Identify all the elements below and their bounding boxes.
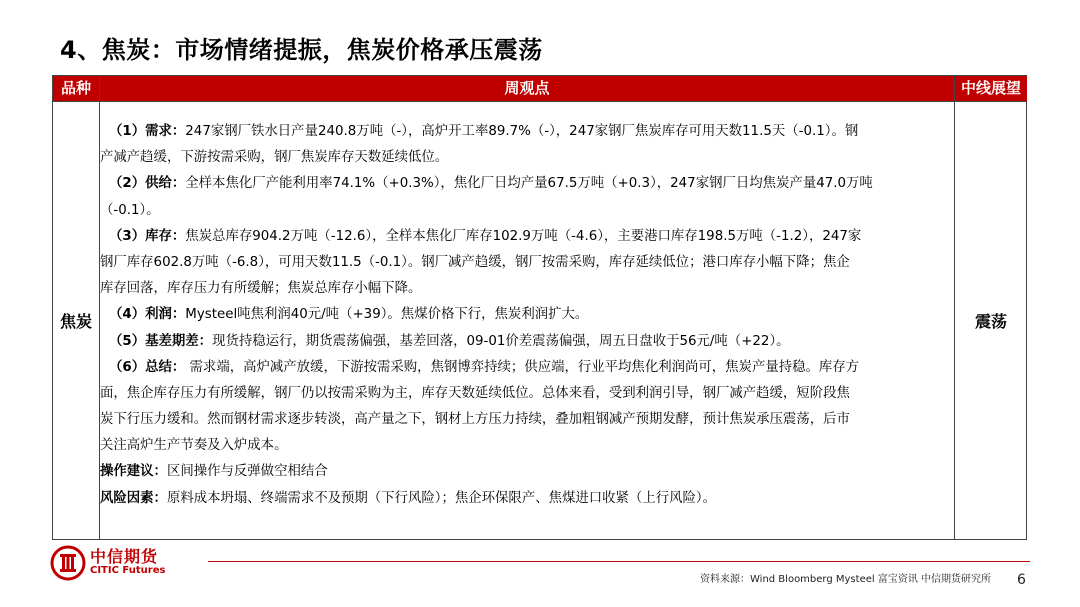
- line-text: （-0.1）。: [100, 202, 160, 218]
- text-line: [100, 224, 954, 250]
- line-label: 风险因素：: [100, 490, 167, 506]
- text-line: [100, 276, 954, 302]
- header-weekly-view: 周观点: [100, 76, 954, 101]
- header-variety: 品种: [53, 76, 99, 101]
- line-text: 炭下行压力缓和。然而钢材需求逐步转淡，高产量之下，钢材上方压力持续，叠加粗钢减产预期发酵，预计焦炭承压震荡，后市: [100, 412, 850, 428]
- text-line: [100, 302, 954, 328]
- footer-divider: [208, 561, 1030, 562]
- text-line: [100, 250, 954, 276]
- page-title: 4、焦炭：市场情绪提振，焦炭价格承压震荡: [60, 36, 543, 64]
- line-text: 区间操作与反弹做空相结合: [166, 464, 328, 480]
- source-note: 资料来源：Wind Bloomberg Mysteel 富宝资讯 中信期货研究所: [700, 574, 992, 585]
- line-text: 原料成本坍塌、终端需求不及预期（下行风险）；焦企环保限产、焦煤进口收紧（上行风险）。: [166, 490, 716, 506]
- line-label: （5）基差期差：: [109, 333, 213, 349]
- text-line: [100, 407, 954, 433]
- line-text: 需求端，高炉减产放缓，下游按需采购，焦钢博弈持续；供应端，行业平均焦化利润尚可，焦炭产量持稳。库存方: [185, 359, 860, 375]
- line-text: 库存回落，库存压力有所缓解；焦炭总库存小幅下降。: [100, 281, 422, 297]
- line-text: 面，焦企库存压力有所缓解，钢厂仍以按需采购为主，库存天数延续低位。总体来看，受到利润引导，钢厂减产趋缓，短阶段焦: [100, 385, 850, 401]
- line-text: 焦炭总库存904.2万吨（-12.6），全样本焦化厂库存102.9万吨（-4.6），主要港口库存198.5万吨（-1.2），247家: [185, 228, 862, 244]
- header-outlook: 中线展望: [955, 76, 1027, 101]
- text-line: [100, 355, 954, 381]
- logo-text-en: CITIC Futures: [90, 565, 166, 576]
- line-label: 操作建议：: [100, 464, 167, 480]
- weekly-view-table: [52, 75, 1027, 540]
- line-label: （4）利润：: [109, 307, 186, 323]
- page-number: 6: [1017, 572, 1026, 588]
- variety-cell: 焦炭: [59, 312, 92, 331]
- line-text: 关注高炉生产节奏及入炉成本。: [100, 438, 288, 454]
- text-line: [100, 486, 954, 512]
- line-text: 全样本焦化厂产能利用率74.1%（+0.3%），焦化厂日均产量67.5万吨（+0.3），247家钢厂日均焦炭产量47.0万吨: [185, 176, 873, 192]
- text-line: [100, 171, 954, 197]
- outlook-cell: 震荡: [974, 312, 1007, 331]
- line-text: 现货持稳运行，期货震荡偏强，基差回落，09-01价差震荡偏强，周五日盘收于56元/吨（+22）。: [212, 333, 790, 349]
- line-text: 247家钢厂铁水日产量240.8万吨（-），高炉开工率89.7%（-），247家钢厂焦炭库存可用天数11.5天（-0.1）。钢: [185, 124, 859, 139]
- line-label: （1）需求：: [109, 124, 186, 139]
- header-divider: [53, 101, 1026, 102]
- weekly-view-text: [100, 119, 954, 512]
- line-label: （2）供给：: [109, 176, 186, 192]
- line-text: Mysteel吨焦利润40元/吨（+39）。焦煤价格下行，焦炭利润扩大。: [185, 307, 589, 323]
- text-line: [100, 433, 954, 459]
- line-label: （6）总结：: [109, 359, 186, 375]
- line-text: 钢厂库存602.8万吨（-6.8），可用天数11.5（-0.1）。钢厂减产趋缓，钢厂按需采购，库存延续低位；港口库存小幅下降；焦企: [100, 254, 850, 270]
- text-line: [100, 119, 954, 145]
- logo-text-cn: 中信期货: [90, 547, 159, 566]
- line-text: 产减产趋缓，下游按需采购，钢厂焦炭库存天数延续低位。: [100, 150, 449, 166]
- text-line: [100, 329, 954, 355]
- text-line: [100, 459, 954, 485]
- line-label: （3）库存：: [109, 228, 186, 244]
- citic-logo: [50, 545, 180, 581]
- text-line: [100, 381, 954, 407]
- citic-emblem-icon: [50, 545, 86, 581]
- text-line: [100, 198, 954, 224]
- text-line: [100, 145, 954, 171]
